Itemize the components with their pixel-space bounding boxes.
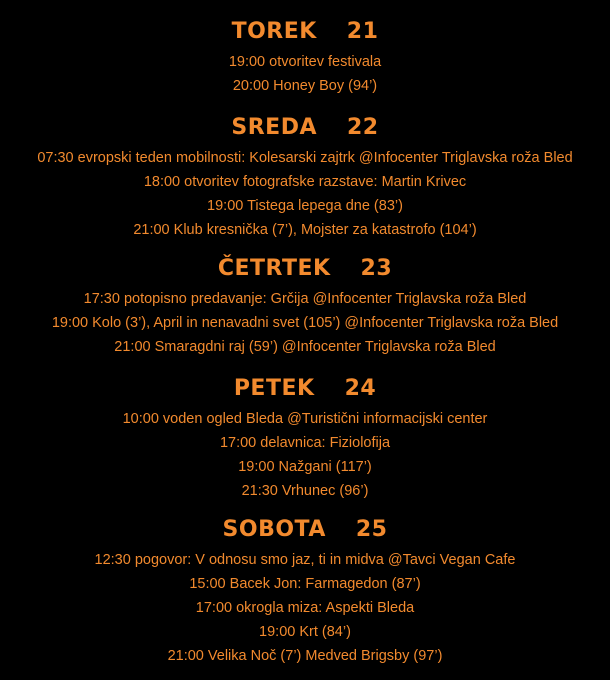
event-line: 17:30 potopisno predavanje: Grčija @Infocenter Triglavska roža Bled xyxy=(83,291,527,307)
event-line: 21:00 Klub kresnička (7’), Mojster za katastrofo (104’) xyxy=(133,222,477,238)
event-line: 17:00 delavnica: Fiziolofija xyxy=(219,435,391,451)
day-section-sreda xyxy=(0,110,610,242)
day-section-petek xyxy=(0,371,610,503)
event-line: 19:00 otvoritev festivala xyxy=(228,54,382,70)
event-line: 20:00 Honey Boy (94’) xyxy=(232,78,378,94)
event-line: 15:00 Bacek Jon: Farmagedon (87’) xyxy=(189,576,421,592)
day-date: 25 xyxy=(355,517,388,542)
day-section-torek xyxy=(0,14,610,98)
day-section-sobota xyxy=(0,512,610,668)
event-line: 19:00 Nažgani (117’) xyxy=(238,459,372,475)
event-line: 21:00 Smaragdni raj (59’) @Infocenter Triglavska roža Bled xyxy=(114,339,496,355)
event-line: 19:00 Tistega lepega dne (83’) xyxy=(207,198,403,214)
day-date: 21 xyxy=(346,19,379,44)
day-name: ČETRTEK xyxy=(217,256,331,281)
event-line: 19:00 Krt (84’) xyxy=(259,624,351,640)
event-line: 17:00 okrogla miza: Aspekti Bleda xyxy=(195,600,415,616)
day-name: PETEK xyxy=(233,376,315,401)
event-line: 21:30 Vrhunec (96’) xyxy=(241,483,369,499)
event-line: 12:30 pogovor: V odnosu smo jaz, ti in midva @Tavci Vegan Cafe xyxy=(94,552,516,568)
event-line: 21:00 Velika Noč (7’) Medved Brigsby (97’) xyxy=(167,648,443,664)
day-header xyxy=(0,110,610,146)
day-header xyxy=(0,14,610,50)
day-section-cetrtek xyxy=(0,251,610,359)
day-date: 24 xyxy=(344,376,377,401)
day-date: 22 xyxy=(346,115,379,140)
day-name: SREDA xyxy=(231,115,317,140)
event-line: 10:00 voden ogled Bleda @Turistični informacijski center xyxy=(122,411,488,427)
day-name: SOBOTA xyxy=(222,517,326,542)
day-header xyxy=(0,371,610,407)
event-line: 19:00 Kolo (3’), April in nenavadni svet (105’) @Infocenter Triglavska roža Bled xyxy=(51,315,559,331)
day-header xyxy=(0,251,610,287)
day-name: TOREK xyxy=(231,19,317,44)
event-line: 07:30 evropski teden mobilnosti: Kolesarski zajtrk @Infocenter Triglavska roža Bled xyxy=(37,150,573,166)
day-date: 23 xyxy=(360,256,393,281)
event-line: 18:00 otvoritev fotografske razstave: Martin Krivec xyxy=(143,174,467,190)
day-header xyxy=(0,512,610,548)
